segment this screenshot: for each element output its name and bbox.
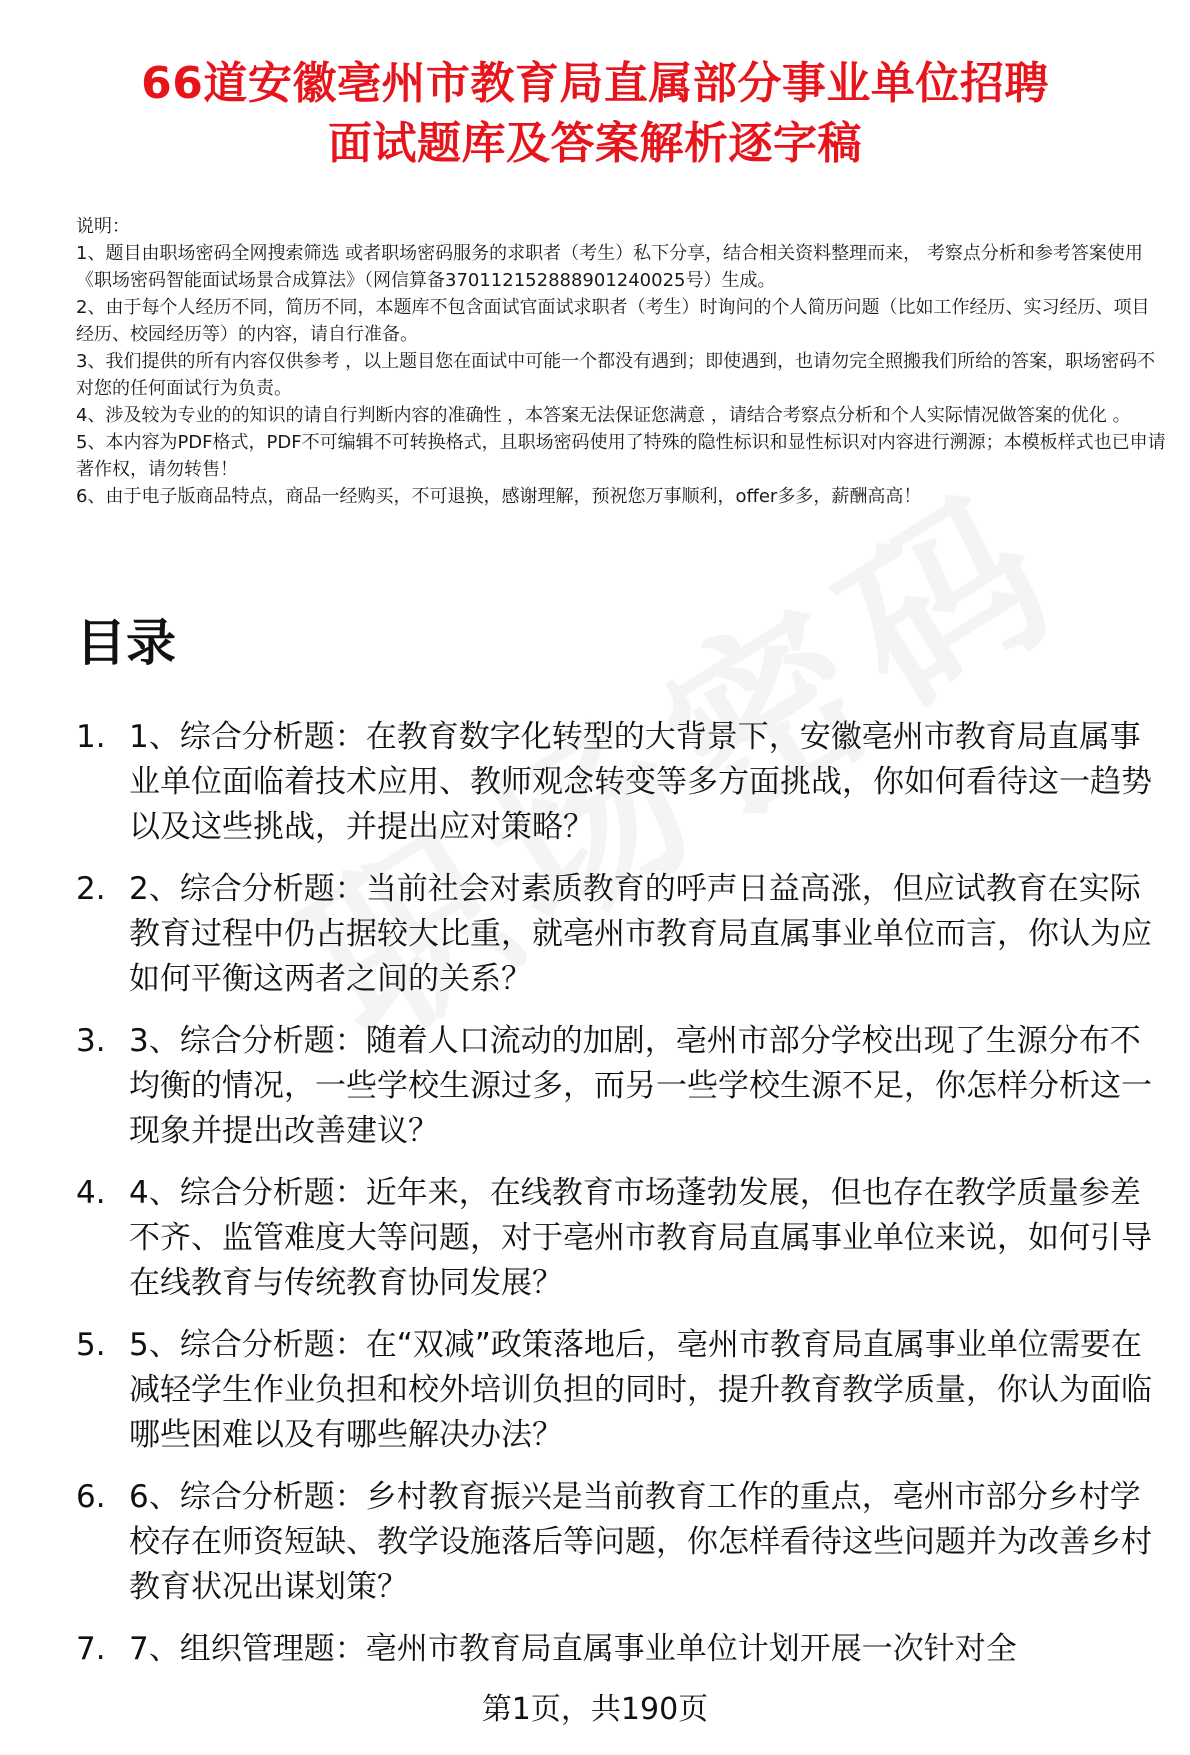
toc-item[interactable] bbox=[76, 1475, 1170, 1610]
toc-item-text: 2、综合分析题：当前社会对素质教育的呼声日益高涨，但应试教育在实际教育过程中仍占据较大比重，就亳州市教育局直属事业单位而言，你认为应如何平衡这两者之间的关系？ bbox=[129, 871, 1152, 997]
toc-item-text: 3、综合分析题：随着人口流动的加剧，亳州市部分学校出现了生源分布不均衡的情况，一些学校生源过多，而另一些学校生源不足，你怎样分析这一现象并提出改善建议？ bbox=[129, 1023, 1152, 1149]
note-item-5: 5、本内容为PDF格式，PDF不可编辑不可转换格式，且职场密码使用了特殊的隐性标识和显性标识对内容进行溯源；本模板样式也已申请著作权，请勿转售！ bbox=[76, 432, 1166, 480]
page-footer: 第1页，共190页 bbox=[481, 1692, 709, 1727]
notes-heading: 说明： bbox=[76, 216, 130, 237]
toc-item-number: 4. bbox=[76, 1175, 106, 1211]
toc-item-number: 6. bbox=[76, 1479, 106, 1515]
toc-item[interactable] bbox=[76, 1627, 1170, 1672]
note-item-6: 6、由于电子版商品特点，商品一经购买，不可退换，感谢理解，预祝您万事顺利，offer多多，薪酬高高！ bbox=[76, 486, 922, 507]
toc-item[interactable] bbox=[76, 1019, 1170, 1154]
document-title bbox=[60, 54, 1130, 174]
toc-item-number: 5. bbox=[76, 1327, 106, 1363]
toc-item-text: 4、综合分析题：近年来，在线教育市场蓬勃发展，但也存在教学质量参差不齐、监管难度大等问题，对于亳州市教育局直属事业单位来说，如何引导在线教育与传统教育协同发展？ bbox=[129, 1175, 1152, 1301]
toc-item-text: 6、综合分析题：乡村教育振兴是当前教育工作的重点，亳州市部分乡村学校存在师资短缺、教学设施落后等问题，你怎样看待这些问题并为改善乡村教育状况出谋划策？ bbox=[129, 1479, 1152, 1605]
note-item-4: 4、涉及较为专业的的知识的请自行判断内容的准确性 ，本答案无法保证您满意 ，请结合考察点分析和个人实际情况做答案的优化 。 bbox=[76, 405, 1131, 426]
instructions-section bbox=[76, 213, 1166, 510]
toc-item[interactable] bbox=[76, 715, 1170, 850]
table-of-contents bbox=[76, 715, 1170, 1689]
title-line-2: 面试题库及答案解析逐字稿 bbox=[328, 118, 862, 169]
note-item-1: 1、题目由职场密码全网搜索筛选 或者职场密码服务的求职者（考生）私下分享，结合相关资料整理而来， 考察点分析和参考答案使用《职场密码智能面试场景合成算法》（网信算备370112152888901240025号）生成。 bbox=[76, 243, 1143, 291]
toc-item[interactable] bbox=[76, 1171, 1170, 1306]
toc-item[interactable] bbox=[76, 867, 1170, 1002]
toc-item-text: 7、组织管理题：亳州市教育局直属事业单位计划开展一次针对全 bbox=[129, 1631, 1017, 1667]
toc-heading: 目录 bbox=[76, 614, 176, 672]
toc-item-number: 3. bbox=[76, 1023, 106, 1059]
title-line-1: 66道安徽亳州市教育局直属部分事业单位招聘 bbox=[141, 58, 1049, 109]
toc-item-number: 7. bbox=[76, 1631, 106, 1667]
toc-item-text: 1、综合分析题：在教育数字化转型的大背景下，安徽亳州市教育局直属事业单位面临着技术应用、教师观念转变等多方面挑战，你如何看待这一趋势以及这些挑战，并提出应对策略？ bbox=[129, 719, 1152, 845]
toc-item[interactable] bbox=[76, 1323, 1170, 1458]
toc-item-number: 2. bbox=[76, 871, 106, 907]
toc-item-text: 5、综合分析题：在“双减”政策落地后，亳州市教育局直属事业单位需要在减轻学生作业负担和校外培训负担的同时，提升教育教学质量，你认为面临哪些困难以及有哪些解决办法？ bbox=[129, 1327, 1152, 1453]
note-item-3: 3、我们提供的所有内容仅供参考 ，以上题目您在面试中可能一个都没有遇到；即使遇到，也请勿完全照搬我们所给的答案，职场密码不对您的任何面试行为负责。 bbox=[76, 351, 1156, 399]
note-item-2: 2、由于每个人经历不同，简历不同，本题库不包含面试官面试求职者（考生）时询问的个人简历问题（比如工作经历、实习经历、项目经历、校园经历等）的内容，请自行准备。 bbox=[76, 297, 1150, 345]
toc-item-number: 1. bbox=[76, 719, 106, 755]
